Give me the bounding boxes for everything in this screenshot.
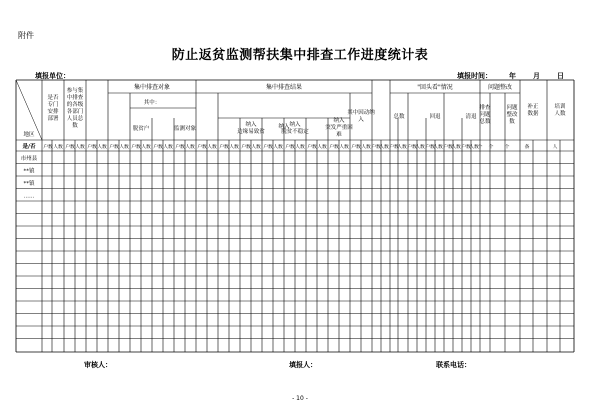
header-training: 人数 <box>554 111 566 117</box>
header-dept-staff: 参与集 <box>66 88 84 94</box>
units-label: 户数 <box>109 145 119 150</box>
units-label: 条 <box>524 145 530 150</box>
header-sudden-hardship: 突发严重困 <box>325 125 353 131</box>
header-dept-staff: 数 <box>72 123 78 129</box>
units-label: 户数 <box>153 145 163 150</box>
header-rectification-done: 整改 <box>506 112 518 118</box>
attachment-label: 附件 <box>18 31 34 40</box>
page-title: 防止返贫监测帮扶集中排查工作进度统计表 <box>171 48 429 63</box>
filler-label: 填报人： <box>289 361 317 369</box>
units-label: 户数 <box>241 145 251 150</box>
units-label: 人数 <box>273 145 283 150</box>
header-dept-staff: 各部门 <box>66 109 84 115</box>
header-training: 培训 <box>554 104 566 110</box>
units-label: 户数 <box>285 145 295 150</box>
header-results: 集中排查结果 <box>265 84 303 91</box>
header-rectification: 问题整改 <box>487 84 513 91</box>
phone-label: 联系电话： <box>436 361 471 369</box>
units-label: 人数 <box>379 145 389 150</box>
units-label: 户数 <box>197 145 207 150</box>
units-label: 户数 <box>329 145 339 150</box>
units-label: 户数 <box>43 145 53 150</box>
header-supplement-data: 补正 <box>527 104 539 110</box>
row-area-2: **镇 <box>23 181 35 187</box>
header-special-class: 安排 <box>47 109 59 115</box>
units-label: 人数 <box>97 145 107 150</box>
units-yes-no: 是/否 <box>22 144 36 150</box>
header-unstable-poverty: 纳入 <box>289 122 301 128</box>
header-special-class: 专门 <box>47 102 59 108</box>
units-label: 人数 <box>397 145 407 150</box>
corner-diagonal <box>16 80 42 140</box>
header-rectification-found: 问题 <box>479 112 491 118</box>
units-label: 户数 <box>389 145 399 150</box>
units-label: 户数 <box>87 145 97 150</box>
header-rectification-done: 问题 <box>506 105 518 111</box>
header-border-easy: 纳入 <box>278 124 290 130</box>
units-label: 人数 <box>415 145 425 150</box>
header-clear-out: 清退 <box>465 114 477 120</box>
units-label: 人数 <box>433 145 443 150</box>
units-label: 个 <box>488 145 494 150</box>
header-sudden-hardship: 纳入 <box>333 118 345 124</box>
header-among: 其中： <box>143 100 161 106</box>
reviewer-label: 审核人： <box>84 361 112 369</box>
header-rectification-found: 总数 <box>479 119 491 125</box>
fill-time-text: 填报时间： <box>457 72 492 80</box>
units-label: 人数 <box>53 145 63 150</box>
header-poverty-households: 脱贫户 <box>132 126 150 132</box>
units-label: 人数 <box>295 145 305 150</box>
units-label: 户数 <box>407 145 417 150</box>
units-label: 人数 <box>163 145 173 150</box>
units-label: 户数 <box>461 145 471 150</box>
header-supplement-data: 数据 <box>527 111 539 117</box>
units-label: 人数 <box>469 145 479 150</box>
units-label: 户数 <box>175 145 185 150</box>
units-label: 人数 <box>229 145 239 150</box>
units-label: 户数 <box>443 145 453 150</box>
units-label: 人数 <box>317 145 327 150</box>
units-label: 个 <box>504 145 510 150</box>
units-label: 人数 <box>207 145 217 150</box>
header-special-class: 是否 <box>47 95 59 101</box>
header-return-in: 回退 <box>429 114 441 120</box>
header-bring-in: 其中因动纳 <box>347 110 375 116</box>
units-label: 人 <box>552 145 558 150</box>
header-focus-targets: 集中排查对象 <box>133 84 171 91</box>
fill-time-year: 年 <box>509 72 516 80</box>
units-label: 人数 <box>251 145 261 150</box>
header-monitored-targets: 监测对象 <box>173 126 197 132</box>
page-number: - 10 - <box>292 395 308 402</box>
units-label: 户数 <box>371 145 381 150</box>
units-label: 人数 <box>119 145 129 150</box>
units-label: 户数 <box>219 145 229 150</box>
header-return-visit: "回头看"情况 <box>417 84 453 91</box>
header-unstable-poverty: 脱贫不稳定 <box>281 129 309 135</box>
header-total: 总数 <box>393 114 405 120</box>
units-label: 户数 <box>263 145 273 150</box>
units-label: 户数 <box>351 145 361 150</box>
header-bring-in: 入 <box>358 117 364 123</box>
header-rectification-found: 排查 <box>479 105 491 111</box>
header-dept-staff: 人员总 <box>66 116 84 122</box>
units-label: 人数 <box>361 145 371 150</box>
header-sudden-hardship: 难 <box>336 132 342 138</box>
header-border-easy: 纳入 <box>245 122 257 128</box>
header-area: 地区 <box>23 132 35 138</box>
units-label: 个 <box>477 145 483 150</box>
fill-time-month: 月 <box>533 72 540 80</box>
row-area-0: 市州县 <box>20 156 38 162</box>
header-border-easy: 边缘易致贫 <box>237 129 265 135</box>
units-label: 户数 <box>425 145 435 150</box>
units-label: 户数 <box>307 145 317 150</box>
units-label: 人数 <box>75 145 85 150</box>
row-area-3: …… <box>23 193 35 200</box>
units-label: 人数 <box>451 145 461 150</box>
header-special-class: 部署 <box>47 116 59 122</box>
fill-unit-label: 填报单位： <box>35 72 70 80</box>
units-label: 人数 <box>141 145 151 150</box>
row-area-1: **镇 <box>23 168 35 175</box>
units-label: 人数 <box>339 145 349 150</box>
header-dept-staff: 中排查 <box>66 95 84 101</box>
units-label: 人数 <box>185 145 195 150</box>
header-rectification-done: 数 <box>509 119 515 125</box>
units-label: 户数 <box>131 145 141 150</box>
units-label: 户数 <box>65 145 75 150</box>
fill-time-day: 日 <box>557 72 564 80</box>
header-dept-staff: 的各级 <box>66 102 84 108</box>
